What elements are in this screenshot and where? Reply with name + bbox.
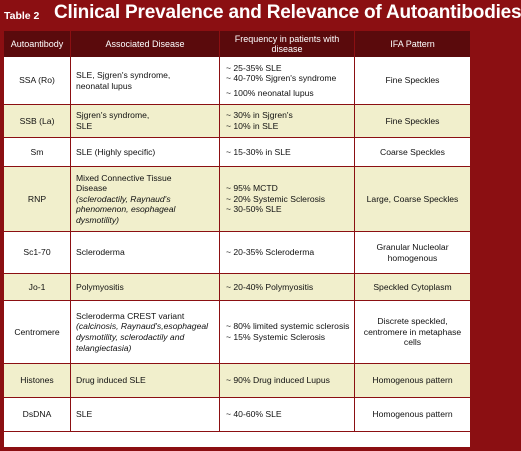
autoantibody-name: Histones [20, 375, 54, 386]
autoantibody-cell [4, 167, 71, 232]
table-number: Table 2 [4, 10, 40, 22]
ifa-pattern-line: homogenous [387, 252, 438, 263]
frequency-cell [220, 301, 355, 364]
ifa-pattern-cell [355, 232, 470, 274]
ifa-pattern-cell [355, 364, 470, 398]
column-header-frequency: Frequency in patients with disease [220, 31, 355, 57]
autoantibody-name: Jo-1 [28, 281, 46, 292]
disease-note-line: telangiectasia) [76, 342, 132, 353]
disease-note-line: phenomenon, esophageal dysmotility) [76, 204, 176, 225]
ifa-pattern-line: Homogenous pattern [372, 375, 453, 386]
ifa-pattern-line: Speckled Cytoplasm [373, 281, 452, 292]
disease-line: SLE, Sjgren's syndrome, [76, 69, 171, 80]
associated-disease-cell [71, 301, 220, 364]
autoantibody-cell [4, 301, 71, 364]
autoantibody-cell [4, 105, 71, 138]
ifa-pattern-line: Coarse Speckles [380, 146, 445, 157]
associated-disease-cell [71, 57, 220, 105]
ifa-pattern-cell [355, 301, 470, 364]
frequency-line: ~ 100% neonatal lupus [226, 87, 314, 98]
autoantibody-cell [4, 232, 71, 274]
ifa-pattern-cell [355, 398, 470, 432]
disease-line: neonatal lupus [76, 80, 132, 91]
associated-disease-cell [71, 138, 220, 167]
autoantibody-cell [4, 364, 71, 398]
autoantibody-name: Centromere [14, 326, 60, 337]
frequency-line: ~ 10% in SLE [226, 121, 279, 131]
ifa-pattern-cell [355, 138, 470, 167]
autoantibody-name: DsDNA [22, 409, 52, 420]
disease-line: Scleroderma CREST variant [76, 310, 185, 321]
frequency-line: ~ 30% in Sjgren's [226, 110, 293, 121]
autoantibody-cell [4, 398, 71, 432]
autoantibody-cell [4, 138, 71, 167]
associated-disease-cell [71, 274, 220, 301]
ifa-pattern-line: Fine Speckles [385, 75, 440, 86]
ifa-pattern-cell [355, 57, 470, 105]
ifa-pattern-line: centromere in metaphase cells [363, 326, 462, 348]
disease-line: SLE [76, 121, 93, 131]
ifa-pattern-line: Large, Coarse Speckles [366, 193, 459, 204]
column-header-ifa-pattern: IFA Pattern [355, 31, 470, 57]
frequency-cell [220, 167, 355, 232]
ifa-pattern-cell [355, 274, 470, 301]
frequency-cell [220, 57, 355, 105]
title-bar [0, 0, 521, 31]
disease-note-line: (sclerodactily, Raynaud's [76, 193, 171, 204]
ifa-pattern-line: Fine Speckles [385, 115, 440, 126]
disease-line: Polymyositis [76, 281, 124, 292]
frequency-cell [220, 138, 355, 167]
ifa-pattern-cell [355, 167, 470, 232]
autoantibody-name: RNP [27, 193, 47, 204]
frequency-line: ~ 80% limited systemic sclerosis [226, 321, 350, 332]
disease-line: Sjgren's syndrome, [76, 110, 150, 121]
frequency-line: ~ 20-40% Polymyositis [226, 281, 314, 292]
frequency-cell [220, 398, 355, 432]
frequency-line: ~ 40-70% Sjgren's syndrome [226, 73, 337, 84]
frequency-line: ~ 15-30% in SLE [226, 146, 291, 157]
frequency-cell [220, 274, 355, 301]
autoantibody-name: SSB (La) [19, 115, 55, 126]
autoantibody-cell [4, 274, 71, 301]
frequency-cell [220, 364, 355, 398]
autoantibody-cell [4, 57, 71, 105]
frequency-line: ~ 90% Drug induced Lupus [226, 375, 330, 386]
disease-line: Disease [76, 183, 108, 194]
associated-disease-cell [71, 232, 220, 274]
autoantibody-name: Sc1-70 [23, 247, 51, 258]
ifa-pattern-line: Discrete speckled, [377, 316, 448, 327]
ifa-pattern-line: Homogenous pattern [372, 409, 453, 420]
frequency-cell [220, 105, 355, 138]
frequency-line: ~ 20-35% Scleroderma [226, 247, 315, 258]
disease-line: SLE (Highly specific) [76, 146, 156, 157]
associated-disease-cell [71, 105, 220, 138]
frequency-line: ~ 15% Systemic Sclerosis [226, 332, 326, 342]
frequency-line: ~ 40-60% SLE [226, 409, 282, 420]
frequency-cell [220, 232, 355, 274]
frequency-line: ~ 95% MCTD [226, 183, 278, 194]
disease-note-line: dysmotility, sclerodactily and [76, 332, 185, 342]
associated-disease-cell [71, 398, 220, 432]
autoantibody-name: SSA (Ro) [19, 75, 55, 86]
autoantibody-table [4, 31, 470, 447]
disease-note-line: (calcinosis, Raynaud's,esophageal [76, 321, 209, 332]
associated-disease-cell [71, 364, 220, 398]
disease-line: Scleroderma [76, 247, 125, 258]
column-header-associated-disease: Associated Disease [71, 31, 220, 57]
disease-line: SLE [76, 409, 93, 420]
disease-line: Mixed Connective Tissue [76, 172, 172, 183]
frequency-line: ~ 25-35% SLE [226, 62, 282, 73]
autoantibody-name: Sm [30, 146, 44, 157]
frequency-line: ~ 30-50% SLE [226, 204, 282, 215]
frequency-line: ~ 20% Systemic Sclerosis [226, 193, 326, 204]
ifa-pattern-line: Granular Nucleolar [376, 241, 449, 252]
disease-line: Drug induced SLE [76, 375, 146, 386]
associated-disease-cell [71, 167, 220, 232]
ifa-pattern-cell [355, 105, 470, 138]
table-title: Clinical Prevalence and Relevance of Autoantibodies [54, 2, 521, 23]
column-header-autoantibody: Autoantibody [4, 31, 71, 57]
